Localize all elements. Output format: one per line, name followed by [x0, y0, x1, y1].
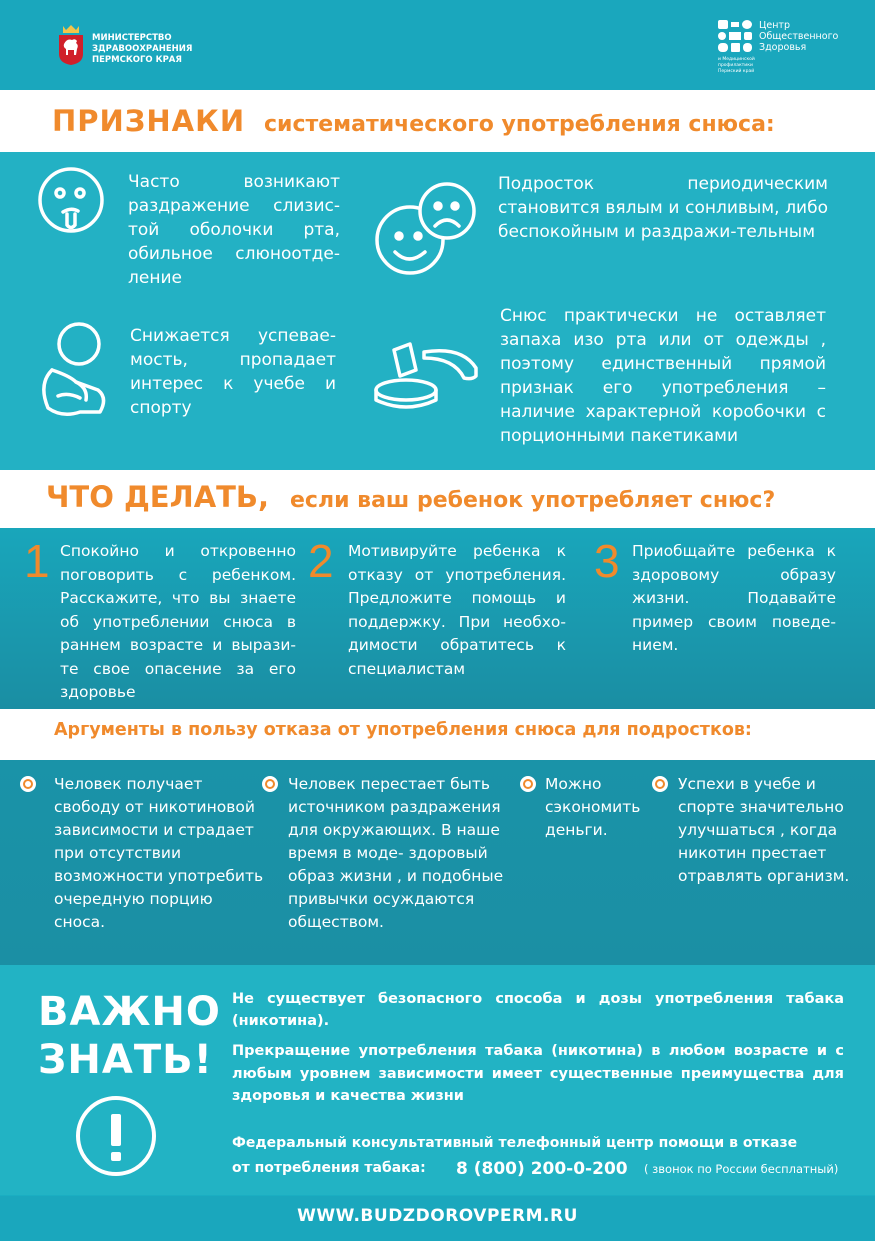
step-2-text: Мотивируйте ребенка к отказу от употребления. Предложите помощь и поддержку. При необхо-димости обратитесь к специалистам	[348, 542, 566, 678]
step-1-number: 1	[24, 535, 50, 587]
snus-box-icon	[372, 340, 482, 414]
argument-1-bullet-icon	[20, 776, 36, 792]
coat-of-arms-icon	[58, 24, 84, 66]
signs-title-rest: систематического употребления снюса:	[264, 112, 775, 137]
argument-3-text: Можно сэкономить деньги.	[545, 775, 641, 839]
arguments-title: Аргументы в пользу отказа от употребления снюса для подростков:	[54, 720, 752, 740]
sitting-person-icon	[34, 320, 110, 420]
sign-2-text: Подросток периодическим становится вялым и сонливым, либо беспокойным и раздражи-тельным	[498, 174, 828, 242]
argument-1-text: Человек получает свободу от никотиновой зависимости и страдает при отсутствии возможности употребить очередную порцию сноса.	[54, 775, 264, 931]
hotline-phone[interactable]: 8 (800) 200-0-200	[456, 1159, 628, 1179]
step-1-text: Спокойно и откровенно поговорить с ребенком. Расскажите, что вы знаете об употреблении снюса в раннем возрасте и вырази-те свое опасение за его здоровье	[60, 542, 296, 701]
hotline-line1: Федеральный консультативный телефонный центр помощи в отказе	[232, 1135, 798, 1151]
important-title: ВАЖНО ЗНАТЬ!	[38, 989, 221, 1083]
center-subtitle: и Медицинской профилактики Пермский край	[718, 57, 755, 74]
step-3-number: 3	[594, 535, 620, 587]
exclamation-icon	[74, 1094, 158, 1178]
important-p1: Не существует безопасного способа и дозы употребления табака (никотина).	[232, 991, 844, 1029]
argument-4-bullet-icon	[652, 776, 668, 792]
hotline-note: ( звонок по России бесплатный)	[644, 1162, 839, 1176]
argument-2-text: Человек перестает быть источником раздражения для окружающих. В наше время в моде- здоровый образ жизни , и подобные привычки осуждаются обществом.	[288, 775, 504, 931]
argument-4-text: Успехи в учебе и спорте значительно улучшаться , когда никотин престает отравлять организм.	[678, 775, 850, 885]
what-to-do-title-rest: если ваш ребенок употребляет снюс?	[290, 488, 776, 513]
argument-2-bullet-icon	[262, 776, 278, 792]
center-logo-icon	[718, 20, 756, 54]
argument-3-bullet-icon	[520, 776, 536, 792]
ministry-name: МИНИСТЕРСТВО ЗДРАВООХРАНЕНИЯ ПЕРМСКОГО КРАЯ	[92, 33, 193, 65]
sign-3-text: Снижается успевае-мость, пропадает интерес к учебе и спорту	[130, 326, 336, 418]
what-to-do-title-main: ЧТО ДЕЛАТЬ,	[46, 480, 270, 514]
hotline-line2: от потребления табака:	[232, 1160, 426, 1176]
signs-title-main: ПРИЗНАКИ	[52, 104, 246, 138]
sign-1-text: Часто возникают раздражение слизис-той оболочки рта, обильное слюноотде-ление	[128, 172, 340, 288]
happy-sad-faces-icon	[373, 180, 479, 280]
step-2-number: 2	[308, 535, 334, 587]
important-p2: Прекращение употребления табака (никотина) в любом возрасте и с любым уровнем зависимости имеет существенные преимущества для здоровья и качества жизни	[232, 1043, 844, 1104]
tongue-face-icon	[36, 164, 106, 240]
sign-4-text: Снюс практически не оставляет запаха изо рта или от одежды , поэтому единственный прямой признак его употребления –наличие характерной коробочки с порционными пакетиками	[500, 306, 826, 446]
step-3-text: Приобщайте ребенка к здоровому образу жизни. Подавайте пример своим поведе-нием.	[632, 542, 836, 654]
center-name: Центр Общественного Здоровья	[759, 20, 839, 53]
footer-url[interactable]: WWW.BUDZDOROVPERM.RU	[297, 1206, 578, 1226]
